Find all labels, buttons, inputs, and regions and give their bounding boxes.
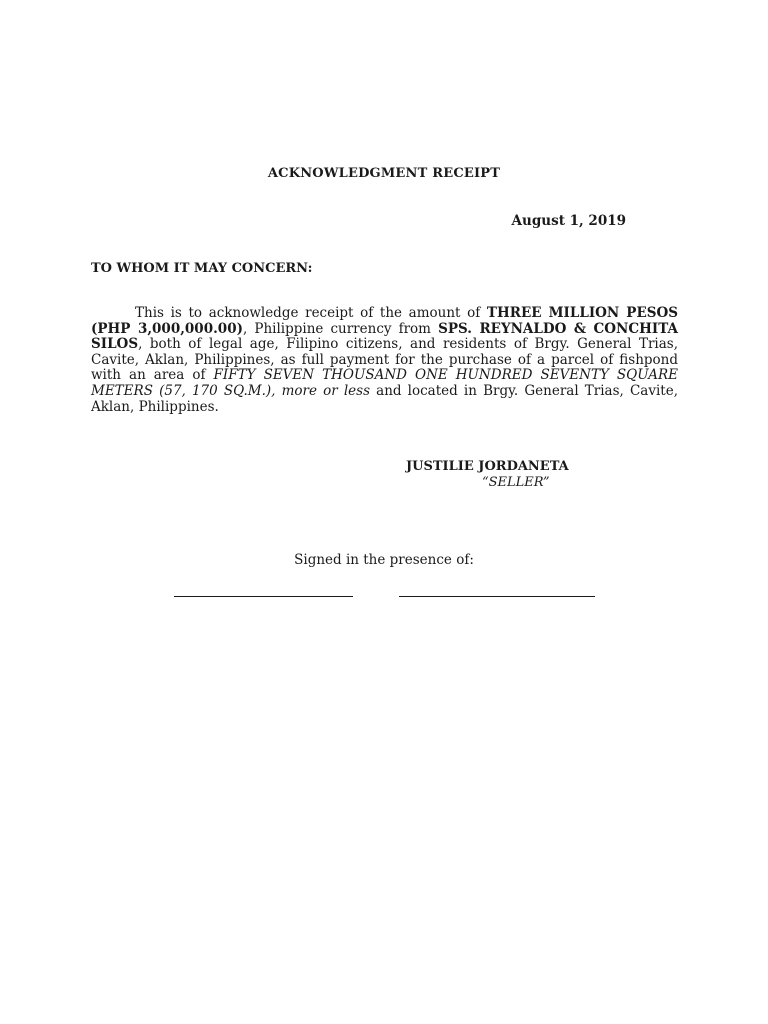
seller-role: “SELLER” [482,475,550,490]
document-title: ACKNOWLEDGMENT RECEIPT [267,166,501,181]
body-text-1: This is to acknowledge receipt of the amount of [135,305,487,321]
body-text-3: , both of legal age, Filipino citizens, and residents of Brgy. General Trias, Cavite, Aklan, Philippines, as full payment for the purchase of a parcel of fishpond with an area of [91,336,678,384]
document-date: August 1, 2019 [511,213,626,229]
body-paragraph [91,306,678,415]
seller-name: JUSTILIE JORDANETA [406,459,569,474]
witness-signature-line-2 [399,596,595,597]
area-text: FIFTY SEVEN THOUSAND ONE HUNDRED SEVENTY SQUARE METERS (57, 170 SQ.M.), more or less [91,367,678,399]
amount-text: THREE MILLION PESOS (PHP 3,000,000.00) [91,305,679,337]
witness-signature-line-1 [174,596,353,597]
body-text-4: and located in Brgy. General Trias, Cavite, Aklan, Philippines. [91,382,678,415]
witness-caption: Signed in the presence of: [294,552,474,568]
buyers-names: SPS. REYNALDO & CONCHITA SILOS [91,320,678,353]
salutation: TO WHOM IT MAY CONCERN: [91,261,313,276]
body-text-2: , Philippine currency from [242,320,439,337]
